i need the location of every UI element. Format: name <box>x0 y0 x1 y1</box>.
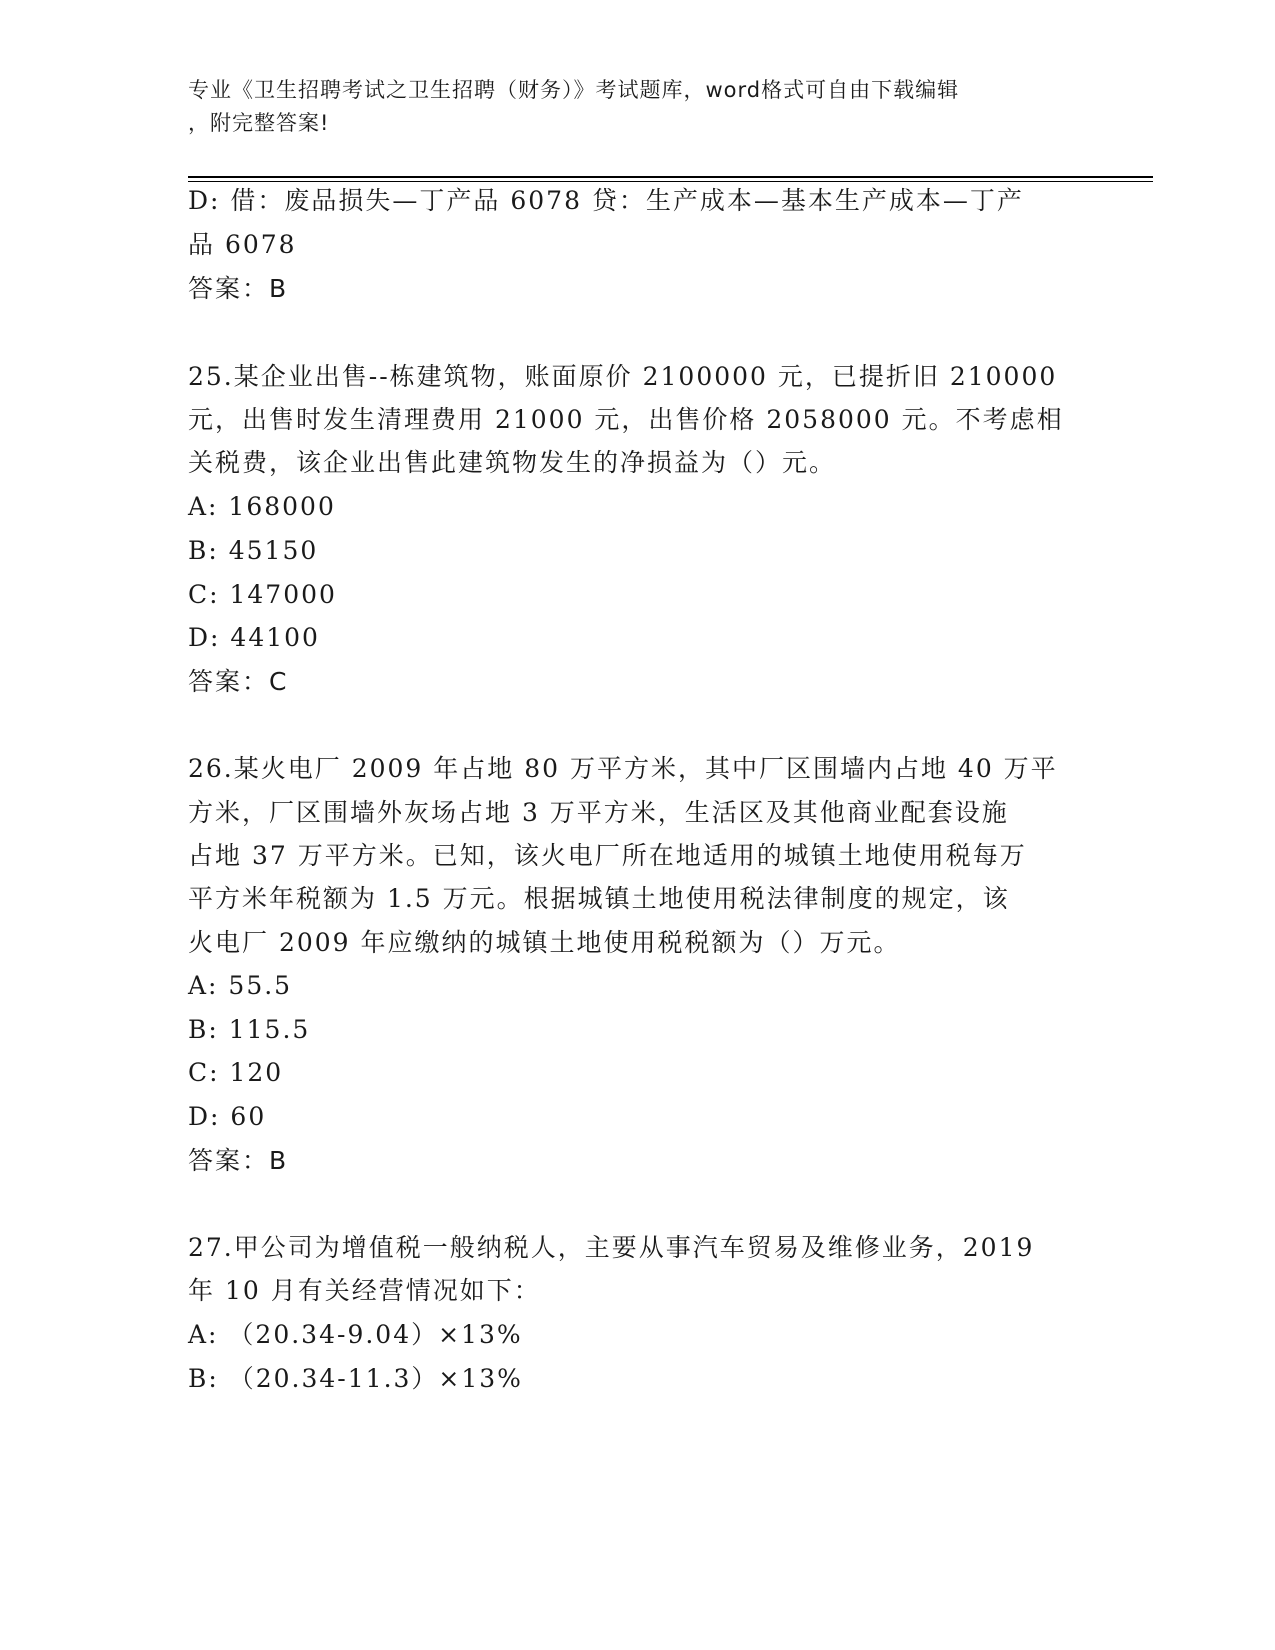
q25-option-c: C: 147000 <box>188 580 337 609</box>
q26-stem-line-5: 火电厂 2009 年应缴纳的城镇土地使用税税额为（）万元。 <box>188 928 901 957</box>
q26-option-a: A: 55.5 <box>188 971 293 1000</box>
q26-option-b: B: 115.5 <box>188 1015 311 1044</box>
q26-option-c: C: 120 <box>188 1058 284 1087</box>
header-rule-thin <box>188 181 1153 182</box>
header-line-1: 专业《卫生招聘考试之卫生招聘（财务）》考试题库，word格式可自由下载编辑 <box>188 78 960 102</box>
q25-stem-line-2: 元，出售时发生清理费用 21000 元，出售价格 2058000 元。不考虑相 <box>188 405 1064 434</box>
prev-option-d-line-1: D: 借：废品损失—丁产品 6078 贷：生产成本—基本生产成本—丁产 <box>188 186 1024 215</box>
header-rule-thick <box>188 176 1153 178</box>
q25-stem-line-3: 关税费，该企业出售此建筑物发生的净损益为（）元。 <box>188 448 837 477</box>
q25-option-a: A: 168000 <box>188 492 336 521</box>
q26-stem-line-1: 26.某火电厂 2009 年占地 80 万平方米，其中厂区围墙内占地 40 万平 <box>188 754 1058 783</box>
q27-option-a: A: （20.34-9.04）×13% <box>188 1320 523 1349</box>
q25-option-d: D: 44100 <box>188 623 320 652</box>
q26-option-d: D: 60 <box>188 1102 267 1131</box>
document-header <box>188 74 1068 140</box>
header-line-2: ，附完整答案! <box>188 111 330 135</box>
q26-stem-line-2: 方米，厂区围墙外灰场占地 3 万平方米，生活区及其他商业配套设施 <box>188 798 1009 827</box>
prev-answer: 答案：B <box>188 274 289 303</box>
q26-stem-line-3: 占地 37 万平方米。已知，该火电厂所在地适用的城镇土地使用税每万 <box>188 841 1027 870</box>
prev-option-d-line-2: 品 6078 <box>188 230 297 259</box>
q26-stem-line-4: 平方米年税额为 1.5 万元。根据城镇土地使用税法律制度的规定，该 <box>188 884 1010 913</box>
q25-option-b: B: 45150 <box>188 536 319 565</box>
q26-answer: 答案：B <box>188 1146 289 1175</box>
q25-stem-line-1: 25.某企业出售--栋建筑物，账面原价 2100000 元，已提折旧 210000 <box>188 362 1058 391</box>
q27-stem-line-1: 27.甲公司为增值税一般纳税人，主要从事汽车贸易及维修业务，2019 <box>188 1233 1035 1262</box>
q27-option-b: B: （20.34-11.3）×13% <box>188 1364 523 1393</box>
q25-answer: 答案：C <box>188 667 289 696</box>
q27-stem-line-2: 年 10 月有关经营情况如下： <box>188 1276 541 1305</box>
